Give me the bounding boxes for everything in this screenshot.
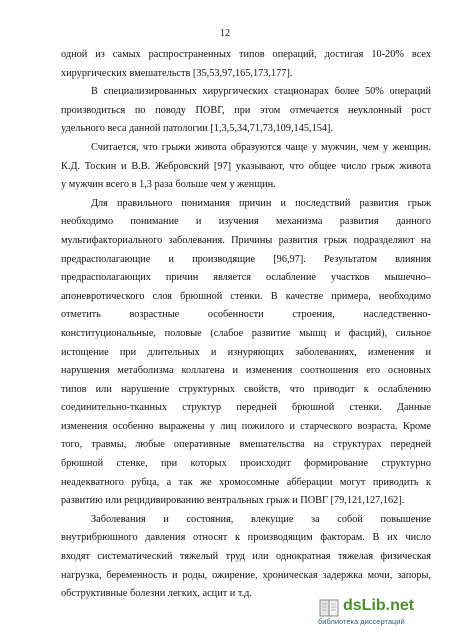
text-line: конституциональные, половые (слабое развитие мышц и фасций), сильное [61,327,431,339]
text-line: истощение при длительных и изнуряющих заболеваниях, изменения и [61,346,431,358]
text-line: предрасполагающих причин является ослабление участков мышечно– [61,272,431,284]
text-line: Заболевания и состояния, влекущие за собой повышение [91,513,431,525]
page-number: 12 [220,28,230,39]
text-line: нагрузка, беременность и роды, ожирение, хроническая задержка мочи, запоры, [61,569,431,581]
text-line: обструктивные болезни легких, асцит и т.д. [61,588,252,600]
text-line: апоневротического слоя брюшной стенки. В качестве примера, необходимо [61,290,431,302]
document-body [61,46,431,604]
dslib-logo-icon [318,598,340,618]
text-line: развитию или рецидивированию вентральных грыж и ПОВГ [79,121,127,162]. [61,495,405,507]
text-line: входят систематический тяжелый труд или однократная тяжелая физическая [61,551,431,563]
text-line: того, травмы, любые оперативные вмешательства на структурах передней [61,439,431,451]
text-line: соединительно-тканных структур передней брюшной стенки. Данные [61,402,431,414]
paragraph-2 [61,83,431,139]
text-line: типов или нарушение структурных свойств, что приводит к ослаблению [61,383,431,395]
text-line: мультифакториального заболевания. Причины развития грыж подразделяют на [61,234,431,246]
text-line: одной из самых распространенных типов операций, достигая 10-20% всех [61,49,431,60]
text-line: неадекватного рубца, а так же хромосомные абберации могут приводить к [61,476,431,488]
text-line: Для правильного понимания причин и последствий развития грыж [91,197,431,209]
watermark-subtitle: библиотека диссертаций [318,617,405,626]
text-line: К.Д. Тоскин и В.В. Жебровский [97] указывают, что общее число грыж живота [61,160,431,172]
text-line: изменения особенно выражены у лиц пожилого и старческого возраста. Кроме [61,420,431,432]
text-line: В специализированных хирургических стационарах более 50% операций [91,86,431,98]
text-line: у мужчин всего в 1,3 раза больше чем у женщин. [61,179,276,191]
text-line: необходимо понимание и изучения механизма развития данного [61,216,431,228]
text-line: Считается, что грыжи живота образуются чаще у мужчин, чем у женщин. [91,141,431,153]
text-line: внутрибрюшного давления относят к производящим факторам. В их число [61,532,431,544]
watermark [318,597,438,627]
text-line: нарушения метаболизма коллагена и изменения соотношения его основных [61,365,431,377]
text-line: предрасполагающие и производящие [96,97]. Результатом влияния [61,253,431,265]
paragraph-1 [61,46,431,83]
text-line: удельного веса данной патологии [1,3,5,34,71,73,109,145,154]. [61,123,334,135]
text-line: хирургических вмешательств [35,53,97,165,173,177]. [61,67,293,79]
text-line: брюшной стенке, при которых происходит формирование структурно [61,458,431,470]
paragraph-4 [61,195,431,511]
paragraph-5 [61,511,431,604]
paragraph-3 [61,139,431,195]
text-line: отметить возрастные особенности строения, наследственно- [61,309,431,321]
watermark-title: dsLib.net [343,597,415,614]
text-line: производиться по поводу ПОВГ, при этом отмечается неуклонный рост [61,104,431,116]
